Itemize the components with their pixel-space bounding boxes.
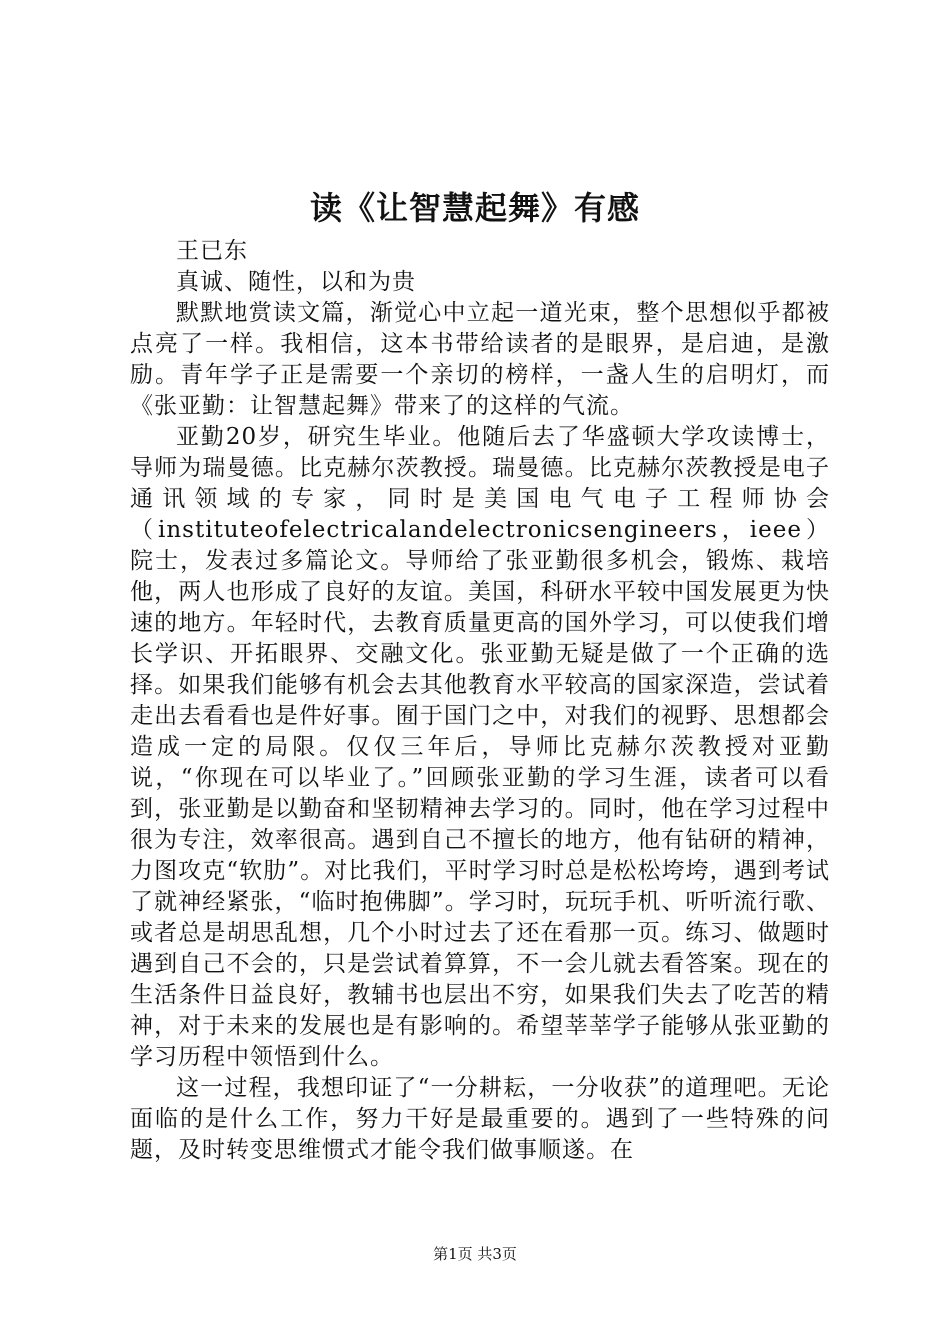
document-body	[130, 236, 830, 1166]
page-footer: 第1页 共3页	[433, 1245, 517, 1263]
page-title: 读《让智慧起舞》有感	[309, 189, 640, 227]
subtitle-line: 真诚、随性，以和为贵	[176, 269, 416, 295]
author-line: 王已东	[176, 238, 248, 264]
paragraph: 默默地赏读文篇，渐觉心中立起一道光束，整个思想似乎都被点亮了一样。我相信，这本书带给读者的是眼界，是启迪，是激励。青年学子正是需要一个亲切的榜样，一盏人生的启明灯，而《张亚勤：让智慧起舞》带来了的这样的气流。	[130, 300, 830, 419]
paragraph: 亚勤20岁，研究生毕业。他随后去了华盛顿大学攻读博士，导师为瑞曼德。比克赫尔茨教授。瑞曼德。比克赫尔茨教授是电子通讯领域的专家，同时是美国电气电子工程师协会（instituteofelectricalandelectronicsengineers，ieee）院士，发表过多篇论文。导师给了张亚勤很多机会，锻炼、栽培他，两人也形成了良好的友谊。美国，科研水平较中国发展更为快速的地方。年轻时代，去教育质量更高的国外学习，可以使我们增长学识、开拓眼界、交融文化。张亚勤无疑是做了一个正确的选择。如果我们能够有机会去其他教育水平较高的国家深造，尝试着走出去看看也是件好事。囿于国门之中，对我们的视野、思想都会造成一定的局限。仅仅三年后，导师比克赫尔茨教授对亚勤说，“你现在可以毕业了。”回顾张亚勤的学习生涯，读者可以看到，张亚勤是以勤奋和坚韧精神去学习的。同时，他在学习过程中很为专注，效率很高。遇到自己不擅长的地方，他有钻研的精神，力图攻克“软肋”。对比我们，平时学习时总是松松垮垮，遇到考试了就神经紧张，“临时抱佛脚”。学习时，玩玩手机、听听流行歌、或者总是胡思乱想，几个小时过去了还在看那一页。练习、做题时遇到自己不会的，只是尝试着算算，不一会儿就去看答案。现在的生活条件日益良好，教辅书也层出不穷，如果我们失去了吃苦的精神，对于未来的发展也是有影响的。希望莘莘学子能够从张亚勤的学习历程中领悟到什么。	[130, 424, 830, 1070]
paragraph: 这一过程，我想印证了“一分耕耘，一分收获”的道理吧。无论面临的是什么工作，努力干好是最重要的。遇到了一些特殊的问题，及时转变思维惯式才能令我们做事顺遂。在	[130, 1075, 830, 1163]
